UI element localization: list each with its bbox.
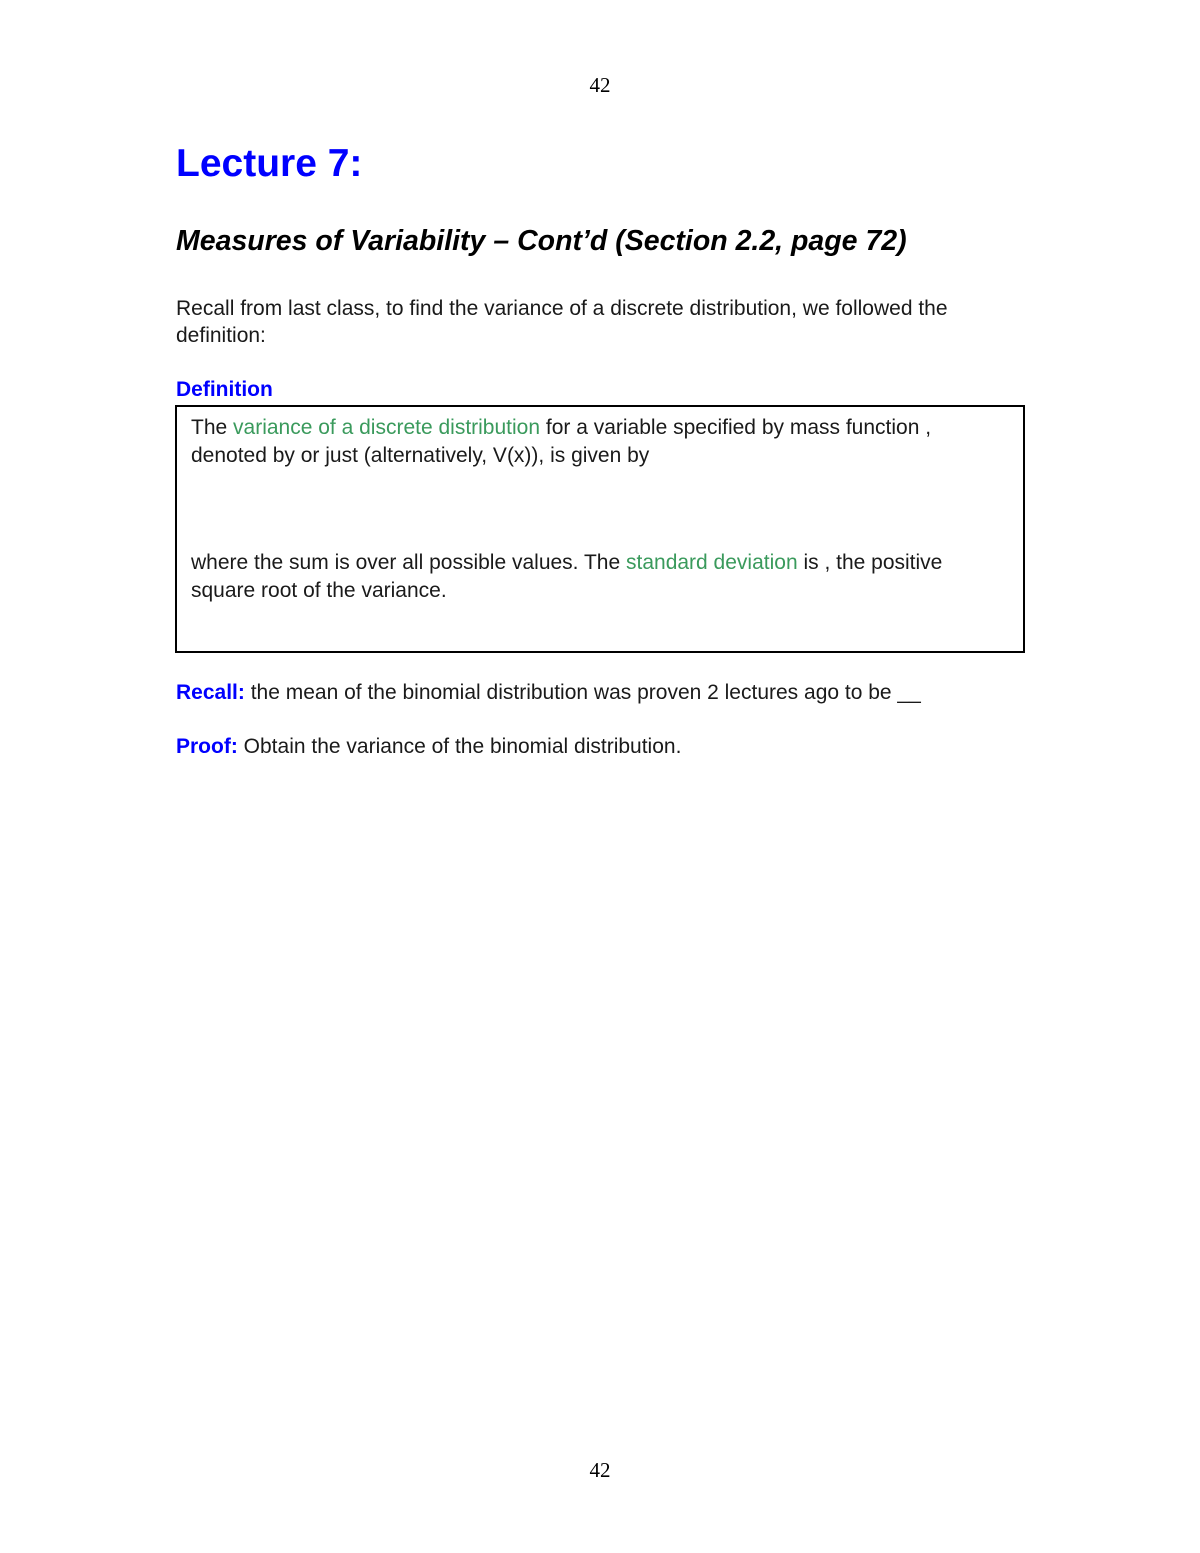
page-number-top: 42 — [589, 73, 611, 97]
definition-p2-before: where the sum is over all possible values. The — [191, 551, 626, 574]
proof-text: Obtain the variance of the binomial distribution. — [237, 735, 682, 758]
standard-deviation-term: standard deviation — [626, 551, 798, 574]
lecture-title: Lecture 7: — [176, 142, 363, 185]
definition-p1-after: for a variable specified by mass function , denoted by or just (alternatively, V(x)), is given by — [191, 416, 932, 467]
proof-line — [176, 733, 681, 760]
variance-term: variance of a discrete distribution — [233, 416, 541, 439]
recall-text: the mean of the binomial distribution was proven 2 lectures ago to be __ — [244, 681, 921, 704]
recall-label: Recall: — [176, 681, 245, 704]
definition-paragraph-1 — [191, 414, 991, 470]
intro-paragraph: Recall from last class, to find the variance of a discrete distribution, we followed the definition: — [176, 297, 948, 347]
definition-heading: Definition — [176, 378, 273, 401]
section-title: Measures of Variability – Cont’d (Section 2.2, page 72) — [176, 225, 907, 257]
definition-p2-after: is , the positive square root of the variance. — [191, 551, 943, 602]
definition-p1-before: The — [191, 416, 234, 439]
definition-box — [175, 405, 1025, 653]
recall-line — [176, 679, 921, 706]
page-number-bottom: 42 — [589, 1458, 611, 1482]
definition-paragraph-2 — [191, 549, 991, 605]
proof-label: Proof: — [176, 735, 238, 758]
